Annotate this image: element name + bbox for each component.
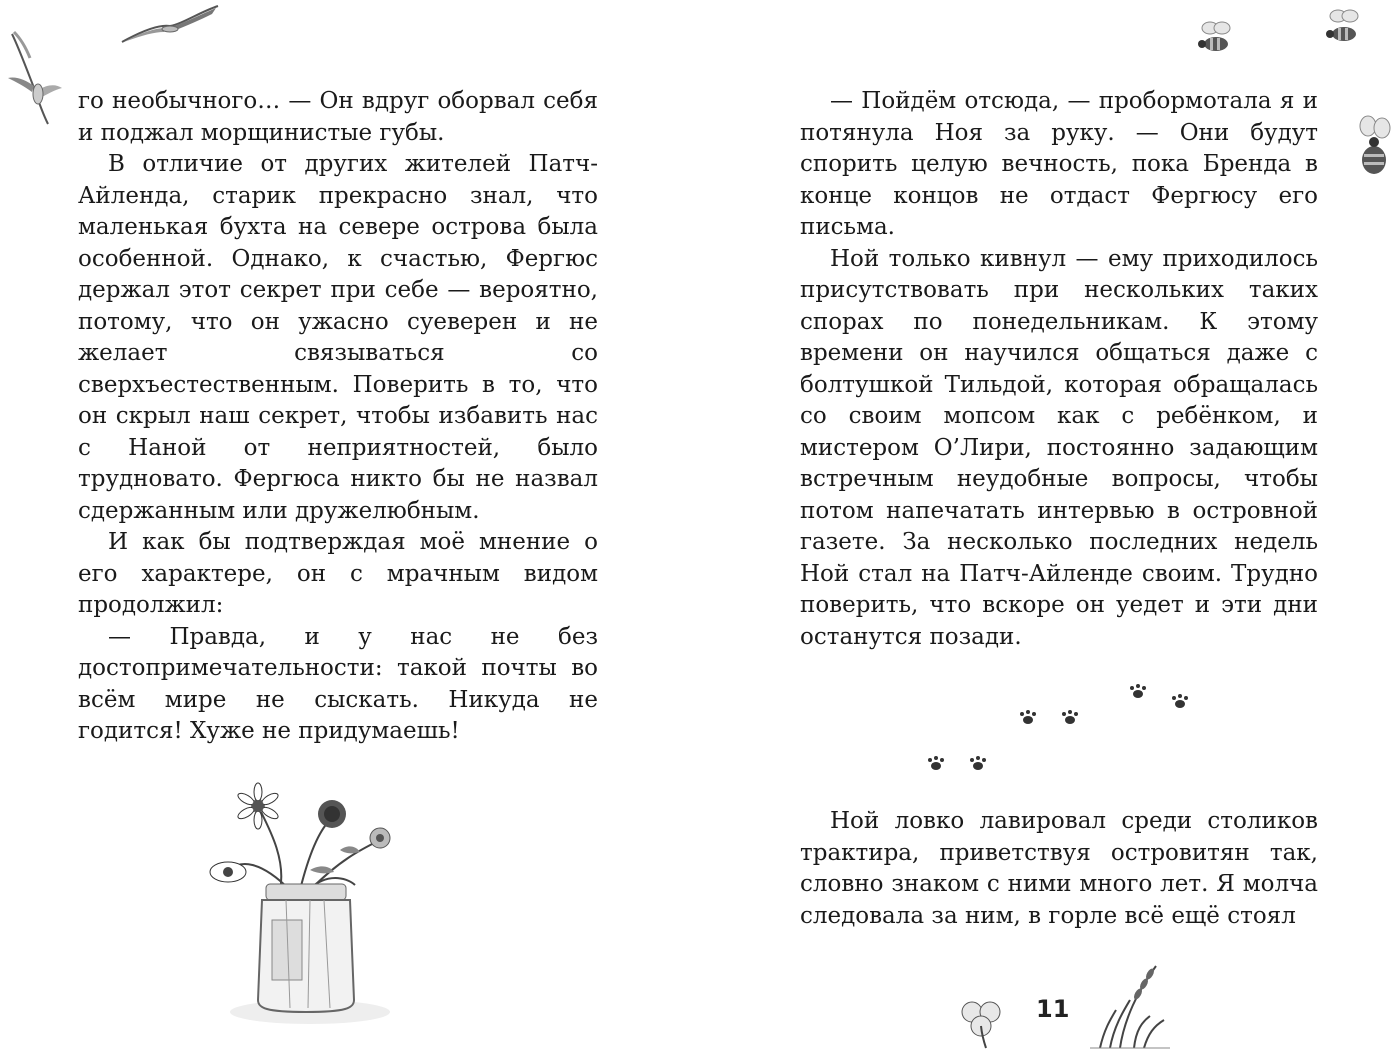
paragraph: го необычного… — Он вдруг оборвал себя и поджал морщинистые губы. [78,88,598,146]
clover-icon [956,996,1006,1050]
paragraph: В отличие от других жителей Патч-Айленда, старик прекрасно знал, что маленькая бухта на севере острова была особенной. Однако, к счастью, Фергюс держал этот секрет при себе — вероятно, потому, что он ужасно суеверен и не желает связываться со сверхъестественным. Поверить в то, что он скрыл наш секрет, чтобы избавить нас с Наной от неприятностей, было трудновато. Фергюса никто бы не назвал сдержанным или дружелюбным. [78,151,598,524]
bee-icon [1192,18,1240,58]
right-page-text-continued [800,806,1318,932]
seagull-icon [120,2,220,47]
paragraph: — Правда, и у нас не без достопримечательности: такой почты во всём мире не сыскать. Никуда не годится! Хуже не придумаешь! [78,623,598,744]
right-page-text [800,86,1318,653]
paragraph: Ной только кивнул — ему приходилось присутствовать при нескольких таких спорах по понедельникам. К этому времени он научился общаться даже с болтушкой Тильдой, которая обращалась со своим мопсом как с ребёнком, и мистером О’Лири, постоянно задающим встречным неудобные вопросы, чтобы потом напечатать интервью в островной газете. За несколько последних недель Ной стал на Патч-Айленде своим. Трудно поверить, что вскоре он уедет и эти дни останутся позади. [800,245,1318,650]
paragraph: Ной ловко лавировал среди столиков трактира, приветствуя островитян так, словно знаком с ними много лет. Я молча следовала за ним, в горле всё ещё стоял [800,808,1318,929]
seagull-icon [4,28,64,128]
left-page-text [78,86,598,748]
flower-vase-icon [190,780,420,1040]
bee-icon [1350,112,1398,190]
page-number: 11 [1036,995,1070,1023]
bee-icon [1320,6,1368,52]
paragraph: — Пойдём отсюда, — пробормотала я и потянула Ноя за руку. — Они будут спорить целую вечность, пока Бренда в конце концов не отдаст Фергюсу его письма. [800,88,1318,240]
grass-icon [1090,960,1170,1050]
paragraph: И как бы подтверждая моё мнение о его характере, он с мрачным видом продолжил: [78,529,598,618]
paw-prints-icon [918,680,1198,784]
